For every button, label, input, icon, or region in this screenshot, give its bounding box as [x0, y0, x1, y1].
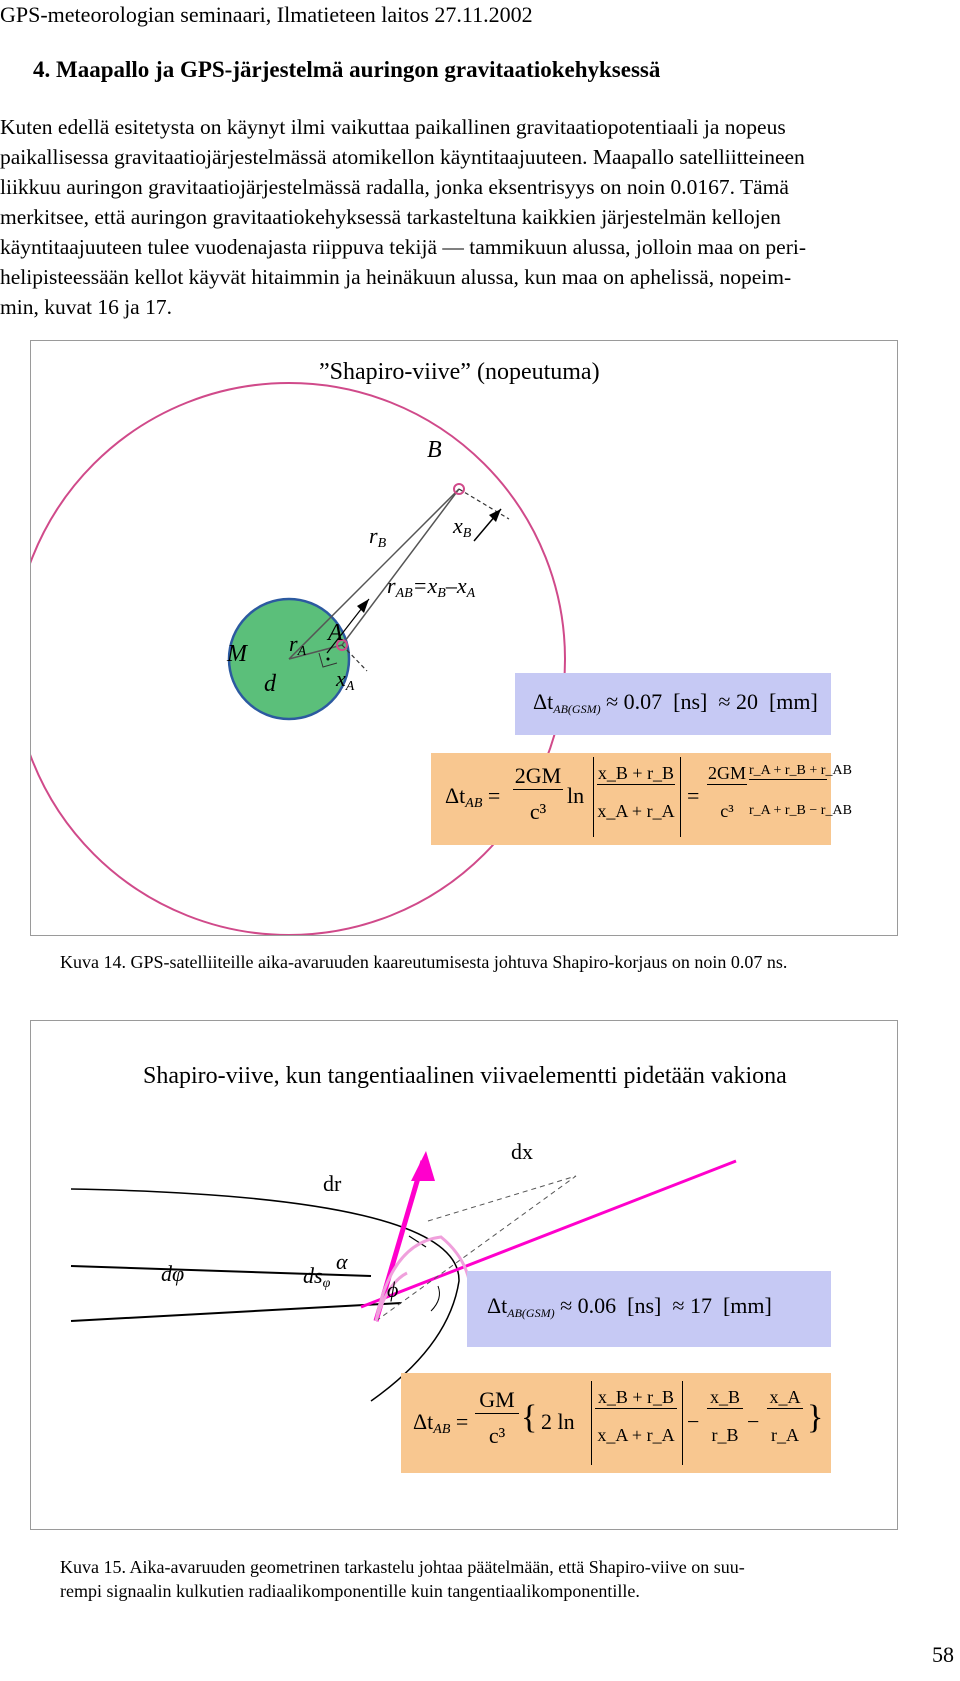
label-B: B — [427, 437, 442, 463]
label-rB: $r_B$ — [369, 523, 387, 551]
paragraph-line: paikallisessa gravitaatiojärjestelmässä atomikellon käyntitaajuuteen. Maapallo satelliitteineen — [0, 145, 805, 169]
formula-coef-num: GM — [475, 1387, 519, 1414]
formula-den1: x_A + r_A — [597, 801, 675, 821]
formula-num1: x_B + r_B — [595, 1387, 677, 1409]
right-angle-dot — [327, 658, 330, 661]
formula-ln: ln — [567, 783, 585, 808]
formula-lhs: $\Delta t_{AB}$ = — [445, 783, 501, 811]
figure-15-frame — [30, 1020, 898, 1530]
formula-minus-2: − — [747, 1409, 760, 1434]
paragraph-line: helipisteessään kellot käyvät hitaimmin ja heinäkuun alussa, kun maa on aphelissä, nopeim- — [0, 265, 792, 289]
label-dr: dr — [323, 1171, 342, 1196]
label-xA: $x_A$ — [336, 666, 355, 694]
formula-coef2-num: 2GM — [707, 763, 746, 783]
formula-t3-den: r_A — [771, 1425, 799, 1445]
label-phi: ϕ — [387, 1277, 399, 1302]
figure-14-caption: Kuva 14. GPS-satelliiteille aika-avaruuden kaareutumisesta johtuva Shapiro-korjaus on noin 0.07 ns. — [60, 952, 788, 972]
dashed-helper-2 — [428, 1176, 576, 1221]
estimate-box-fig14 — [515, 673, 831, 735]
formula-minus-1: − — [687, 1409, 700, 1434]
label-dphi: dφ — [161, 1261, 185, 1286]
paragraph-line: Kuten edellä esitetysta on käynyt ilmi vaikuttaa paikallinen gravitaatiopotentiaali ja nopeus — [0, 115, 786, 139]
formula-coef-num: 2GM — [514, 763, 562, 788]
page-number: 58 — [932, 1642, 954, 1667]
label-M: M — [227, 641, 247, 667]
formula-den1: x_A + r_A — [597, 1425, 675, 1445]
label-alpha: α — [336, 1249, 348, 1274]
estimate-text: $\Delta t_{AB(GSM)} \approx 0.07$ [ns] ≈ 20 [mm] — [533, 689, 818, 716]
estimate-text: $\Delta t_{AB(GSM)} \approx 0.06$ [ns] ≈ 17 [mm] — [487, 1293, 772, 1320]
estimate-box-fig15 — [467, 1271, 831, 1347]
formula-num2: r_A + r_B + r_AB — [749, 763, 852, 778]
paragraph-line: merkitsee, että auringon gravitaatiokehyksessä tarkasteltuna kaikkien järjestelmän kellojen — [0, 205, 781, 229]
radial-line-2 — [71, 1303, 401, 1321]
formula-t3-num: x_A — [767, 1387, 803, 1409]
figure-14-frame — [30, 340, 898, 936]
page-header: GPS-meteorologian seminaari, Ilmatieteen laitos 27.11.2002 — [0, 2, 533, 27]
label-rA: $r_A$ — [289, 631, 307, 659]
brace-right: } — [807, 1399, 824, 1436]
formula-eq2: = — [687, 783, 700, 808]
formula-coef-den: c³ — [488, 1423, 506, 1448]
paragraph-line: min, kuvat 16 ja 17. — [0, 295, 172, 319]
paragraph-line: käyntitaajuuteen tulee vuodenajasta riippuva tekijä — tammikuun alussa, jolloin maa on peri- — [0, 235, 807, 259]
figure-15-title: Shapiro-viive, kun tangentiaalinen viivaelementti pidetään vakiona — [143, 1063, 787, 1089]
formula-t2-den: r_B — [711, 1425, 739, 1445]
formula-den2: r_A + r_B − r_AB — [749, 803, 852, 818]
formula-t2-num: x_B — [707, 1387, 743, 1409]
figure-15-caption — [60, 1555, 896, 1603]
formula-lhs: $\Delta t_{AB}$ = — [413, 1409, 469, 1437]
paragraph-line: liikkuu auringon gravitaatiojärjestelmässä radalla, jonka eksentrisyys on noin 0.0167. Tämä — [0, 175, 789, 199]
formula-coef2-den: c³ — [720, 801, 734, 821]
caption-line: Kuva 15. Aika-avaruuden geometrinen tarkastelu johtaa päätelmään, että Shapiro-viive on suu- — [60, 1557, 745, 1577]
figure-14-diagram — [31, 341, 897, 935]
label-dx: dx — [511, 1139, 533, 1164]
label-A: A — [328, 620, 343, 646]
formula-coef-den: c³ — [529, 799, 547, 824]
label-d: d — [264, 671, 276, 697]
formula-box-fig15 — [401, 1373, 831, 1473]
formula-ln: 2 ln — [541, 1409, 575, 1434]
label-rAB-equation: $r_{AB}=x_B-x_A$ — [387, 573, 476, 601]
figure-14-title: ”Shapiro-viive” (nopeutuma) — [319, 359, 600, 385]
caption-line: rempi signaalin kulkutien radiaalikomponentille kuin tangentiaalikomponentille. — [60, 1581, 640, 1601]
orbit-arc — [71, 1189, 459, 1401]
line-rAB — [342, 489, 459, 645]
section-title: 4. Maapallo ja GPS-järjestelmä auringon gravitaatiokehyksessä — [33, 57, 661, 82]
formula-box-fig14 — [431, 753, 852, 845]
label-xB: $x_B$ — [453, 513, 472, 541]
brace-left: { — [521, 1399, 538, 1436]
magenta-arrow-head — [411, 1151, 435, 1181]
formula-num1: x_B + r_B — [597, 763, 675, 783]
body-paragraph — [0, 112, 960, 322]
label-ds: $ds_\varphi$ — [303, 1263, 331, 1291]
phi-angle-arc — [431, 1286, 439, 1311]
